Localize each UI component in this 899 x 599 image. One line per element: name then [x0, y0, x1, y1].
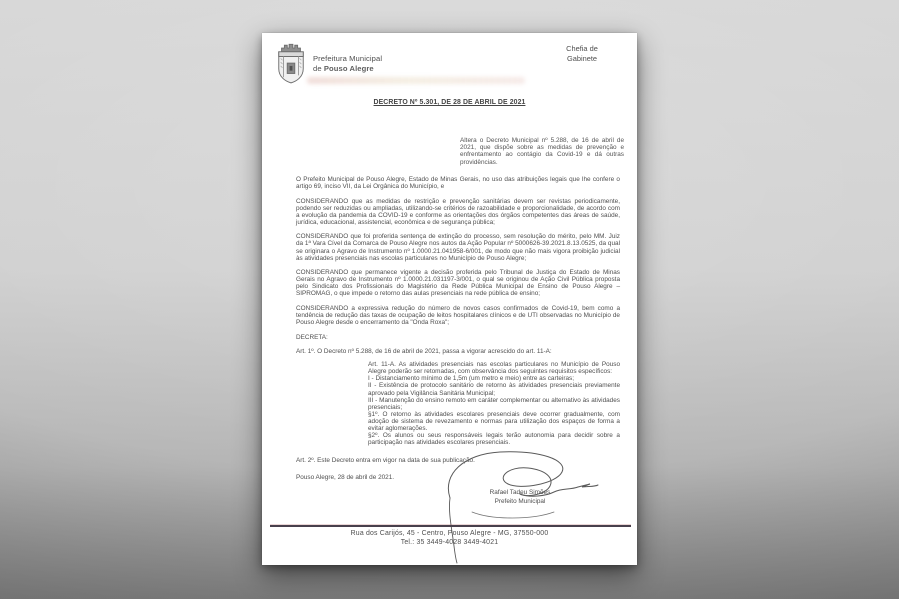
coat-of-arms-icon	[275, 42, 307, 88]
article-11a-item-3: III - Manutenção do ensino remoto em caráter complementar ou alternativo às atividades presenciais;	[368, 396, 620, 411]
department-label	[558, 44, 606, 63]
article-11a-caput: Art. 11-A. As atividades presenciais nas escolas particulares no Município de Pouso Alegre poderão ser retomadas, com observância dos seguintes requisitos específicos:	[368, 361, 620, 376]
org-line1: Prefeitura Municipal	[313, 54, 383, 63]
dept-line2: Gabinete	[567, 53, 597, 63]
municipality-name	[313, 54, 382, 74]
article-11a-item-2: II - Existência de protocolo sanitário de retorno às atividades presenciais previamente aprovado pela Vigilância Sanitária Municipal;	[368, 382, 620, 397]
signer-name: Rafael Tadeu Simões	[489, 489, 551, 496]
scan-artifact-smudge	[307, 77, 525, 84]
signer-role: Prefeito Municipal	[494, 497, 546, 505]
footer-divider	[270, 525, 631, 527]
footer-phone: Tel.: 35 3449-4028 3449-4021	[400, 538, 499, 546]
dateline: Pouso Alegre, 28 de abril de 2021.	[296, 474, 395, 482]
considerando-paragraph: CONSIDERANDO que foi proferida sentença de extinção do processo, sem resolução do mérito, pelo MM. Juiz da 1ª Vara Cível da Comarca de Pouso Alegre nos autos da Ação Popular nº 5000626-39.2021.8.13.0525, da qual se originara o Agravo de Instrumento nº 1.0000.21.041958-6/001, de modo que não mais vigora proibição judicial às atividades presenciais nas escolas particulares no Município de Pouso Alegre;	[296, 233, 620, 262]
article-2: Art. 2º. Este Decreto entra em vigor na data de sua publicação.	[296, 457, 475, 465]
article-11a-item-1: I - Distanciamento mínimo de 1,5m (um metro e meio) entre as carteiras;	[368, 375, 574, 383]
signature-block	[440, 489, 600, 506]
article-11a-paragraph-2: §2º. Os alunos ou seus responsáveis legais terão autonomia para decidir sobre a participação nas atividades escolares presenciais.	[368, 432, 620, 447]
considerando-paragraph: CONSIDERANDO a expressiva redução do número de novos casos confirmados de Covid-19, bem como a tendência de redução das taxas de ocupação de leitos hospitalares clínicos e de UTI observadas no Município de Pouso Alegre desde o encerramento da "Onda Roxa";	[296, 304, 620, 327]
footer-contact	[262, 530, 637, 547]
dept-line1: Chefia de	[566, 44, 598, 53]
footer-address: Rua dos Carijós, 45 - Centro, Pouso Alegre - MG, 37550-000	[350, 530, 549, 537]
considerando-paragraph: CONSIDERANDO que as medidas de restrição e prevenção sanitárias devem ser revistas periodicamente, podendo ser reduzidas ou ampliadas, utilizando-se critérios de razoabilidade e proporcionalidade, de acordo com a evolução da pandemia da COVID-19 e conforme as orientações dos órgãos competentes das áreas de saúde, jurídica, educacional, assistencial, econômica e de segurança pública;	[296, 197, 620, 226]
article-11a-paragraph-1: §1º. O retorno às atividades escolares presenciais deve ocorrer gradualmente, com adoção de sistema de revezamento e normas para utilização dos espaços de forma a evitar aglomerações.	[368, 410, 620, 432]
decree-summary: Altera o Decreto Municipal nº 5.288, de 16 de abril de 2021, que dispõe sobre as medidas de prevenção e enfrentamento ao contágio da Covid-19 e dá outras providências.	[460, 137, 624, 166]
decree-title: DECRETO Nº 5.301, DE 28 DE ABRIL DE 2021	[373, 99, 526, 106]
decree-body	[296, 176, 620, 489]
article-11a-block	[368, 361, 620, 446]
org-line2: de Pouso Alegre	[313, 64, 374, 73]
scanned-decree-page	[262, 33, 637, 565]
article-1: Art. 1º. O Decreto nº 5.288, de 16 de abril de 2021, passa a vigorar acrescido do art. 11-A:	[296, 348, 552, 356]
considerando-paragraph: CONSIDERANDO que permanece vigente a decisão proferida pelo Tribunal de Justiça do Estado de Minas Gerais no Agravo de Instrumento nº 1.0000.21.031197-3/001, o qual se originou de Ação Civil Pública proposta pelo Sindicato dos Profissionais do Magistério da Rede Pública Municipal de Ensino de Pouso Alegre – SIPROMAG, o que impede o retorno das aulas presenciais na rede pública de ensino;	[296, 269, 620, 298]
org-city-bold: Pouso Alegre	[323, 64, 374, 73]
decreta-label: DECRETA:	[296, 333, 328, 341]
preamble-paragraph: O Prefeito Municipal de Pouso Alegre, Estado de Minas Gerais, no uso das atribuições legais que lhe confere o artigo 69, inciso VII, da Lei Orgânica do Município, e	[296, 176, 620, 191]
